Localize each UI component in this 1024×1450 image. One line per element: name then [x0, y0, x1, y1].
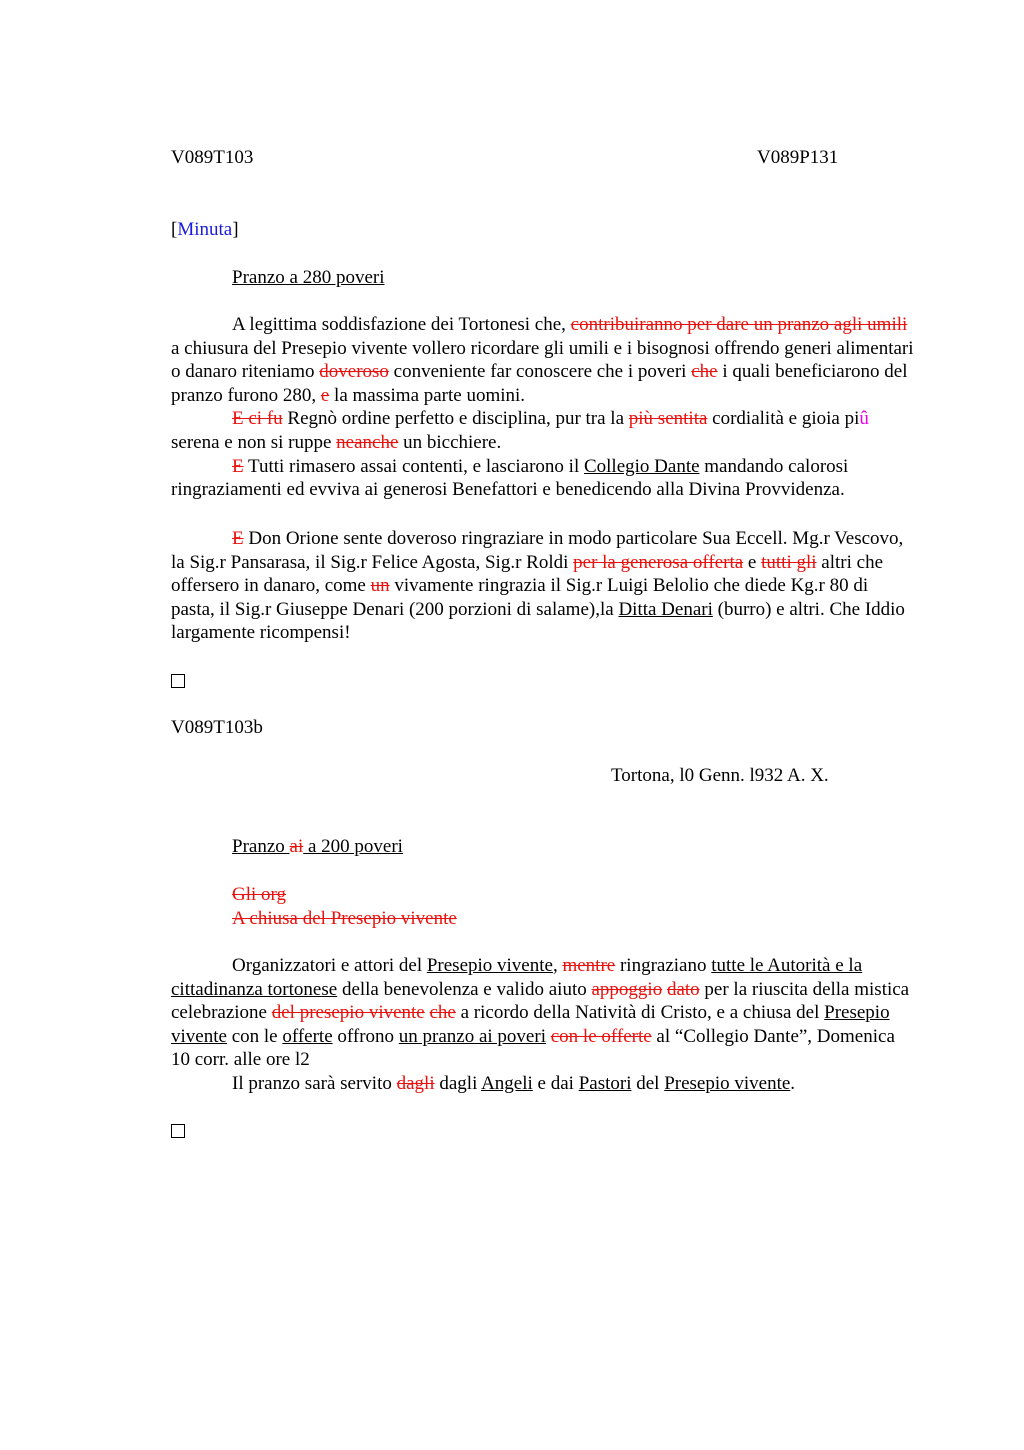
editor-note: [171, 218, 915, 242]
text-run: Organizzatori e attori del: [232, 955, 427, 976]
text-run: offrono: [332, 1025, 399, 1047]
text-run: al “Collegio Dante”, Domenica 10 corr. alle ore l2: [171, 1025, 895, 1071]
checkbox-square-icon: [171, 674, 185, 688]
deleted-text: e: [320, 384, 330, 406]
deleted-text: E ci fu: [232, 408, 283, 430]
section-end-marker-2: [171, 1121, 915, 1145]
deleted-text: un: [370, 575, 390, 597]
doc-code-left: V089T103: [171, 147, 254, 168]
text-run: a 200 poveri: [303, 836, 403, 857]
doc-code-right-wrap: [757, 146, 838, 170]
doc2-code: V089T103b: [171, 717, 263, 738]
text-run: Don Orione sente doveroso ringraziare in modo particolare Sua Eccell. Mg.r Vescovo, la Sig.r Pansarasa, il Sig.r Felice Agosta, Sig.r Roldi: [171, 528, 904, 573]
deleted-text: A chiusa del: [232, 908, 331, 929]
doc2-paragraph-1: [171, 954, 915, 1072]
text-run: Pranzo: [232, 836, 290, 857]
text-run: vivamente ringrazia il Sig.r Luigi Belolio che diede Kg.r 80 di pasta, il Sig.r Giuseppe Denari (200 porzioni di salame),la: [171, 575, 869, 620]
deleted-text: ai: [289, 836, 304, 857]
text-run: e: [743, 551, 762, 573]
text-run: e dai: [532, 1072, 579, 1094]
text-run: Ditta Denari: [618, 598, 713, 620]
text-run: Presepio vivente: [171, 1002, 890, 1047]
checkbox-square-icon: [171, 1124, 185, 1138]
section-end-marker-1: [171, 671, 915, 695]
deleted-text: del presepio vivente: [271, 1002, 425, 1024]
text-run: .: [790, 1072, 796, 1094]
doc2-paragraph-2: [171, 1072, 915, 1096]
text-run: la massima parte uomini.: [329, 384, 526, 406]
deleted-text: Presepio vivente: [330, 908, 457, 929]
text-run: û: [859, 408, 869, 430]
text-run: Presepio vivente: [664, 1072, 791, 1094]
bracket-open: [: [171, 219, 178, 240]
deleted-text: tutti gli: [761, 551, 817, 573]
doc1-body: [171, 313, 915, 502]
text-run: cordialità e gioia pi: [707, 408, 860, 430]
text-run: Angeli: [481, 1072, 533, 1094]
text-run: a ricordo della Natività di Cristo, e a chiusa del: [455, 1002, 825, 1024]
text-run: un pranzo ai poveri: [398, 1025, 546, 1047]
text-run: ,: [552, 955, 563, 976]
doc1-paragraph-3: [171, 455, 915, 502]
doc1-body-2: [171, 527, 915, 645]
doc1-paragraph-1: [171, 313, 915, 407]
text-run: dagli: [434, 1072, 482, 1094]
deleted-text: mentre: [562, 955, 616, 976]
text-run: altri che offersero in danaro, come: [171, 551, 884, 597]
text-run: con le: [226, 1025, 283, 1047]
deleted-text: neanche: [336, 431, 399, 453]
text-run: della benevolenza e valido aiuto: [337, 978, 592, 1000]
text-run: Collegio Dante: [583, 455, 700, 477]
text-run: Il pranzo sarà servito: [232, 1072, 397, 1094]
minuta-label: Minuta: [177, 219, 233, 240]
text-run: offerte: [282, 1025, 333, 1047]
text-run: a chiusura del Presepio vivente vollero ricordare gli umili e i bisognosi offrendo generi alimentari o danaro riteniamo: [171, 337, 914, 383]
deleted-text: E: [232, 455, 244, 477]
text-run: Presepio vivente: [426, 955, 553, 976]
text-run: ringraziano: [615, 955, 712, 976]
doc2-date: Tortona, l0 Genn. l932 A. X.: [611, 765, 829, 786]
text-run: un bicchiere.: [398, 431, 502, 453]
text-run: tutte le Autorità e la cittadinanza tortonese: [171, 955, 863, 1000]
text-run: mandando calorosi ringraziamenti ed evviva ai generosi Benefattori e benedicendo alla Divina Provvidenza.: [171, 455, 849, 501]
deleted-text: con le offerte: [550, 1025, 652, 1047]
doc2-struck-line-2: [171, 907, 976, 931]
doc-code-right: V089P131: [757, 147, 839, 168]
text-run: del: [631, 1072, 665, 1094]
text-run: A legittima soddisfazione dei Tortonesi che,: [232, 314, 571, 335]
deleted-text: che: [429, 1002, 456, 1024]
struck-text-1: Gli org: [232, 884, 287, 905]
doc2-header: [171, 716, 915, 740]
bracket-close: ]: [232, 219, 239, 240]
deleted-text: dagli: [396, 1072, 435, 1094]
text-run: (burro) e altri. Che Iddio largamente ricompensi!: [171, 598, 905, 644]
text-run: serena e non si ruppe: [171, 431, 337, 453]
text-run: per la riuscita della mistica celebrazione: [171, 978, 910, 1024]
text-run: Pastori: [578, 1072, 632, 1094]
deleted-text: E: [232, 528, 244, 549]
text-run: Regnò ordine perfetto e disciplina, pur tra la: [282, 408, 629, 430]
text-run: Tutti rimasero assai contenti, e lasciarono il: [243, 455, 584, 477]
deleted-text: doveroso: [319, 361, 389, 383]
doc2-date-wrap: [611, 764, 829, 788]
deleted-text: dato: [666, 978, 700, 1000]
text-run: i quali beneficiarono del pranzo furono 280,: [171, 361, 908, 406]
doc1-title: Pranzo a 280 poveri: [232, 267, 385, 288]
deleted-text: appoggio: [591, 978, 663, 1000]
doc2-title: [171, 835, 976, 859]
deleted-text: per la generosa offerta: [573, 551, 744, 573]
text-run: conveniente far conoscere che i poveri: [388, 361, 692, 383]
deleted-text: più sentita: [628, 408, 708, 430]
deleted-text: contribuiranno per dare un pranzo agli umili: [570, 314, 908, 335]
doc2-struck-line-1: [171, 883, 976, 907]
doc1-paragraph-4: [171, 527, 915, 645]
deleted-text: che: [691, 361, 718, 383]
doc1-paragraph-2: [171, 407, 915, 454]
doc2-body: [171, 954, 915, 1096]
doc1-title-wrap: [171, 266, 976, 290]
